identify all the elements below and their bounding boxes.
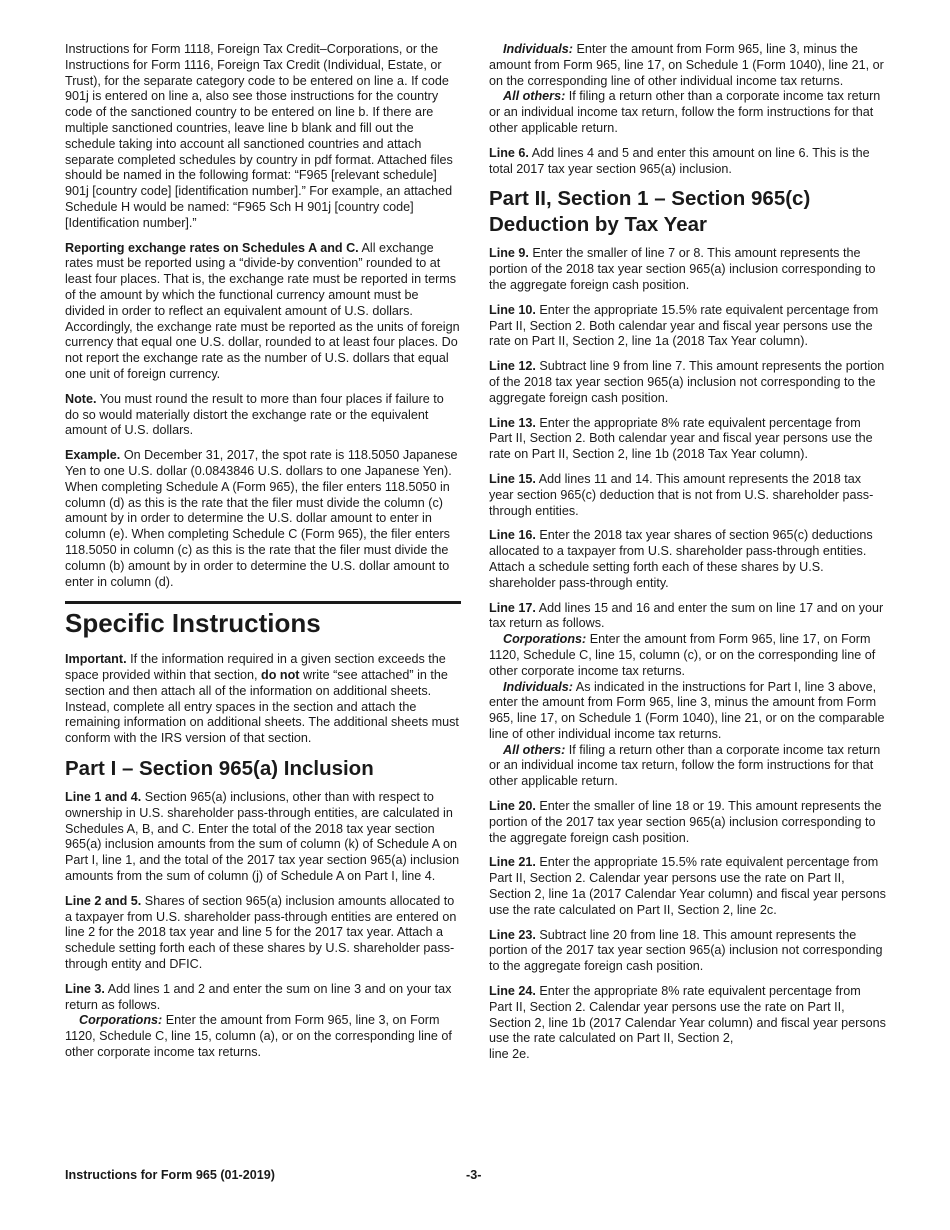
note-paragraph — [65, 392, 461, 439]
footer-form-title: Instructions for Form 965 (01-2019) — [65, 1168, 275, 1182]
part2-heading: Part II, Section 1 – Section 965(c) Deduction by Tax Year — [489, 187, 811, 237]
line-20-paragraph — [489, 799, 886, 846]
line-16-text: Enter the 2018 tax year shares of section 965(c) deductions allocated to a taxpayer from U.S. shareholder pass-through entities. Attach a schedule setting forth each of these shares by U.S. shareholder pass-through entity. — [489, 528, 873, 590]
line-13-lead: Line 13. — [489, 415, 536, 430]
section-divider — [65, 601, 461, 604]
line-17-individuals-paragraph — [489, 680, 886, 743]
line-17-individuals-lead: Individuals: — [503, 679, 573, 694]
line-3-corporations-lead: Corporations: — [79, 1013, 163, 1028]
line-10-text: Enter the appropriate 15.5% rate equivalent percentage from Part II, Section 2. Both calendar year and fiscal year persons use the rate on Part II, Section 2, line 1a (2018 Tax Year column). — [489, 302, 879, 349]
exchange-rates-lead: Reporting exchange rates on Schedules A and C. — [65, 240, 359, 255]
line-17-all-others-paragraph — [489, 743, 886, 790]
line-12-text: Subtract line 9 from line 7. This amount represents the portion of the 2018 tax year section 965(a) inclusion not corresponding to the aggregate foreign cash position. — [489, 359, 885, 405]
line-3-all-others-lead: All others: — [503, 89, 566, 104]
line-20-text: Enter the smaller of line 18 or 19. This amount represents the portion of the 2017 tax year section 965(a) inclusion corresponding to the aggregate foreign cash position. — [489, 799, 882, 845]
line-9-text: Enter the smaller of line 7 or 8. This amount represents the portion of the 2018 tax year section 965(a) inclusion corresponding to the aggregate foreign cash position. — [489, 246, 876, 292]
line-3-text: Add lines 1 and 2 and enter the sum on line 3 and on your tax return as follows. — [65, 981, 452, 1012]
line-23-lead: Line 23. — [489, 927, 536, 942]
example-lead: Example. — [65, 448, 121, 463]
line-17-lead: Line 17. — [489, 600, 536, 615]
line-3-lead: Line 3. — [65, 981, 105, 996]
important-paragraph — [65, 652, 461, 747]
line-24-tail: line 2e. — [489, 1047, 530, 1062]
line-15-text: Add lines 11 and 14. This amount represents the 2018 tax year section 965(c) deduction that is not from U.S. shareholder pass-through entities. — [489, 471, 874, 518]
line-9-paragraph — [489, 246, 886, 293]
line-17-corporations-paragraph — [489, 632, 886, 679]
line-9-lead: Line 9. — [489, 246, 529, 261]
intro-paragraph: Instructions for Form 1118, Foreign Tax Credit–Corporations, or the Instructions for Form 1116, Foreign Tax Credit (Individual, Estate, or Trust), for the separate category code to be entered on line a. If code 901j is entered on line a, also see those instructions for the country code of the sanctioned country to be entered on line b. If there are multiple sanctioned countries, leave line b blank and fill out the schedule taking into account all sanctioned countries and attach separate completed schedules by country in pdf format. Attached files should be named in the following format: “F965 [relevant schedule] 901j [country code] [identification number].” For example, an attached Schedule H would be named: “F965 Sch H 901j [country code] [Identification number].” — [65, 42, 453, 230]
line-23-paragraph — [489, 928, 886, 975]
note-lead: Note. — [65, 391, 97, 406]
line-16-lead: Line 16. — [489, 528, 536, 543]
important-text-a: If the information required in a given section exceeds the space provided within that section, — [65, 652, 446, 683]
line-2-5-paragraph — [65, 894, 461, 973]
line-3-corporations-text: Enter the amount from Form 965, line 3, on Form 1120, Schedule C, line 15, column (a), or on the corresponding line of other corporate income tax returns. — [65, 1013, 452, 1060]
line-24-lead: Line 24. — [489, 984, 536, 999]
line-21-text: Enter the appropriate 15.5% rate equivalent percentage from Part II, Section 2. Calendar year persons use the rate on Part II, Section 2, line 1a (2017 Calendar Year column) and fiscal year persons use the rate calculated on Part II, Section 2, line 2c. — [489, 855, 886, 917]
exchange-rates-text: All exchange rates must be reported using a “divide-by convention” rounded to at least four places. That is, the exchange rate must be reported in terms of the amount by which the functional currency amount must be divided in order to reflect an equivalent amount of U.S. dollars. Accordingly, the exchange rate must be reported as the units of foreign currency that equal one U.S. dollar, rounded to at least four places. Do not report the exchange rate as the number of U.S. dollars that equal one unit of foreign currency. — [65, 240, 460, 381]
line-13-text: Enter the appropriate 8% rate equivalent percentage from Part II, Section 2. Both calendar year and fiscal year persons use the rate on Part II, Section 2, line 1b (2018 Tax Year column). — [489, 415, 873, 462]
important-lead: Important. — [65, 652, 127, 667]
line-1-4-paragraph — [65, 790, 461, 885]
line-3-all-others-paragraph — [489, 89, 886, 136]
line-1-4-text: Section 965(a) inclusions, other than with respect to ownership in U.S. shareholder pass-through entities, are calculated in Schedules A, B, and C. Enter the total of the 2018 tax year section 965(a) inclusion amounts from the sum of column (k) of Schedule A on Part I, line 1, and the total of the 2017 tax year section 965(a) inclusion amounts from the sum of column (j) of Schedule A on Part I, line 4. — [65, 790, 460, 884]
part1-heading: Part I – Section 965(a) Inclusion — [65, 757, 374, 781]
line-21-lead: Line 21. — [489, 855, 536, 870]
note-text: You must round the result to more than four places if failure to do so would materially distort the exchange rate or the equivalent amount of U.S. dollars. — [65, 391, 444, 438]
line-24-paragraph — [489, 984, 886, 1063]
line-17-text: Add lines 15 and 16 and enter the sum on line 17 and on your tax return as follows. — [489, 600, 884, 631]
exchange-rates-paragraph — [65, 241, 461, 383]
important-emphasis: do not — [261, 668, 300, 683]
line-3-corporations-paragraph — [65, 1013, 461, 1060]
line-24-text: Enter the appropriate 8% rate equivalent percentage from Part II, Section 2. Calendar year persons use the rate on Part II, Section 2, line 1b (2017 Calendar Year column) and fiscal year persons use the rate calculated on Part II, Section 2, — [489, 984, 886, 1046]
example-paragraph — [65, 448, 461, 590]
line-3-all-others-text: If filing a return other than a corporate income tax return or an individual income tax return, follow the form instructions for that other applicable return. — [489, 89, 881, 135]
line-3-individuals-lead: Individuals: — [503, 42, 573, 56]
line-6-paragraph — [489, 146, 886, 178]
line-17-corporations-lead: Corporations: — [503, 632, 587, 647]
example-text: On December 31, 2017, the spot rate is 118.5050 Japanese Yen to one U.S. dollar (0.0843846 U.S. dollars to one Japanese Yen). When completing Schedule A (Form 965), the filer enters 118.5050 in column (d) as this is the rate that the filer must divide the column (c) amount by in order to determine the U.S. dollar amount to enter in column (e). When completing Schedule C (Form 965), the filer enters 118.5050 in column (c) as this is the rate that the filer must divide the column (b) amount by in order to determine the U.S. dollar amount to enter in column (d). — [65, 448, 458, 589]
line-1-4-lead: Line 1 and 4. — [65, 790, 142, 805]
line-12-lead: Line 12. — [489, 359, 536, 374]
left-column — [65, 42, 461, 1061]
right-column — [489, 42, 886, 1063]
important-text-b: write “see attached” in the section and then attach all of the information on additional sheets. Instead, complete all entry spaces in the section and attach the remaining information on additional sheets. The additional sheets must conform with the IRS version of that section. — [65, 668, 459, 746]
line-17-paragraph — [489, 601, 886, 633]
line-6-text: Add lines 4 and 5 and enter this amount on line 6. This is the total 2017 tax year section 965(a) inclusion. — [489, 145, 870, 176]
line-15-lead: Line 15. — [489, 471, 536, 486]
line-3-individuals-paragraph — [489, 42, 886, 89]
line-20-lead: Line 20. — [489, 799, 536, 814]
line-21-paragraph — [489, 855, 886, 918]
footer-page-number: -3- — [466, 1168, 482, 1182]
line-23-text: Subtract line 20 from line 18. This amount represents the portion of the 2017 tax year section 965(a) inclusion not corresponding to the aggregate foreign cash position. — [489, 927, 883, 974]
line-17-all-others-lead: All others: — [503, 742, 566, 757]
line-15-paragraph — [489, 472, 886, 519]
line-17-all-others-text: If filing a return other than a corporate income tax return or an individual income tax return, follow the form instructions for that other applicable return. — [489, 742, 881, 789]
line-2-5-text: Shares of section 965(a) inclusion amounts allocated to a taxpayer from U.S. shareholder pass-through entities are entered on line 2 for the 2018 tax year and line 5 for the 2017 tax year. Attach a schedule setting forth each of these shares by U.S. shareholder pass-through entity and DFIC. — [65, 893, 457, 972]
line-16-paragraph — [489, 528, 886, 591]
specific-instructions-heading: Specific Instructions — [65, 608, 321, 639]
line-6-lead: Line 6. — [489, 145, 529, 160]
line-3-individuals-text: Enter the amount from Form 965, line 3, minus the amount from Form 965, line 17, on Schedule 1 (Form 1040), line 21, or on the corresponding line of other individual income tax returns. — [489, 42, 884, 88]
line-17-individuals-text: As indicated in the instructions for Part I, line 3 above, enter the amount from Form 965, line 3, minus the amount from Form 965, line 17, on Schedule 1 (Form 1040), line 21, or on the comparable line of other individual income tax returns. — [489, 679, 885, 741]
line-3-paragraph — [65, 982, 461, 1014]
line-13-paragraph — [489, 416, 886, 463]
line-2-5-lead: Line 2 and 5. — [65, 893, 142, 908]
line-17-corporations-text: Enter the amount from Form 965, line 17, on Form 1120, Schedule C, line 15, column (c), or on the corresponding line of other corporate income tax returns. — [489, 632, 876, 678]
line-10-paragraph — [489, 303, 886, 350]
line-10-lead: Line 10. — [489, 302, 536, 317]
line-12-paragraph — [489, 359, 886, 406]
